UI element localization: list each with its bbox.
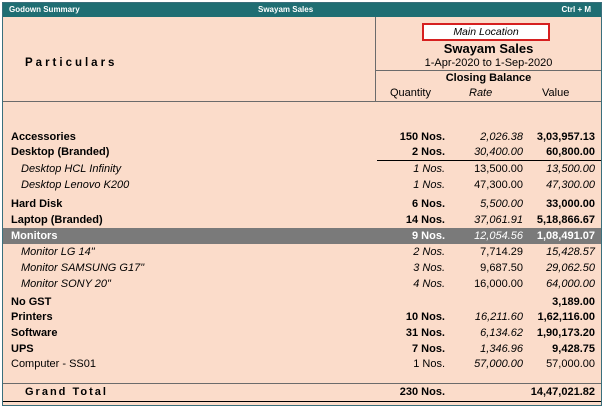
grand-total-bottom-border [3, 401, 601, 402]
particulars-header [3, 17, 375, 101]
row-qty: 2 Nos. [411, 146, 445, 158]
row-name: Computer - SS01 [11, 358, 96, 370]
row-value: 5,18,866.67 [536, 214, 595, 226]
row-name: Software [11, 327, 58, 339]
godown-summary-window [2, 2, 602, 406]
row-name: UPS [11, 343, 34, 355]
row-rate: 13,500.00 [474, 163, 523, 175]
row-qty: 14 Nos. [405, 214, 445, 226]
row-name: No GST [11, 296, 52, 308]
row-value: 1,08,491.07 [536, 230, 595, 242]
row-rate: 1,346.96 [480, 343, 523, 355]
row-value: 60,800.00 [546, 146, 595, 158]
row-value: 3,189.00 [552, 296, 595, 308]
particulars-label: Particulars [25, 57, 118, 69]
title-bar [3, 3, 601, 17]
row-value: 13,500.00 [546, 163, 595, 175]
grand-total-value: 14,47,021.82 [530, 386, 595, 398]
row-rate: 16,000.00 [474, 278, 523, 290]
table-row[interactable] [3, 144, 601, 160]
table-row[interactable] [3, 309, 601, 325]
row-name: Monitor SAMSUNG G17" [21, 262, 145, 274]
table-row[interactable] [3, 294, 601, 310]
row-rate: 30,400.00 [474, 146, 523, 158]
grand-total-row [3, 384, 601, 400]
row-name: Monitors [11, 230, 58, 242]
row-rate: 57,000.00 [474, 358, 523, 370]
row-qty: 1 Nos. [413, 163, 445, 175]
row-qty: 150 Nos. [399, 131, 445, 143]
shortcut-hint: Ctrl + M [561, 5, 591, 14]
row-value: 1,62,116.00 [537, 311, 595, 323]
row-name: Monitor SONY 20" [21, 278, 111, 290]
company-name: Swayam Sales [443, 41, 534, 56]
table-row-selected[interactable] [3, 228, 601, 244]
header-divider [376, 70, 601, 71]
row-rate: 2,026.38 [480, 131, 523, 143]
row-value: 1,90,173.20 [536, 327, 595, 339]
row-qty: 2 Nos. [413, 246, 445, 258]
rate-column-header: Rate [469, 87, 493, 99]
row-rate: 5,500.00 [480, 198, 523, 210]
table-row[interactable] [3, 341, 601, 357]
row-name: Accessories [11, 131, 76, 143]
row-value: 57,000.00 [546, 358, 595, 370]
table-row[interactable] [3, 212, 601, 228]
period-label[interactable]: 1-Apr-2020 to 1-Sep-2020 [424, 57, 553, 69]
row-qty: 31 Nos. [405, 327, 445, 339]
row-qty: 1 Nos. [413, 358, 445, 370]
row-qty: 4 Nos. [413, 278, 445, 290]
row-qty: 10 Nos. [405, 311, 445, 323]
row-rate: 37,061.91 [474, 214, 523, 226]
row-rate: 16,211.60 [474, 311, 523, 323]
row-value: 64,000.00 [546, 278, 595, 290]
header-bottom-border [3, 101, 601, 102]
row-qty: 6 Nos. [411, 198, 445, 210]
row-value: 3,03,957.13 [536, 131, 595, 143]
row-rate: 47,300.00 [474, 179, 523, 191]
table-row[interactable] [3, 276, 601, 292]
table-row[interactable] [3, 325, 601, 341]
row-rate: 12,054.56 [474, 230, 523, 242]
row-value: 47,300.00 [546, 179, 595, 191]
closing-balance-label: Closing Balance [445, 72, 532, 84]
row-rate: 7,714.29 [480, 246, 523, 258]
row-name: Desktop HCL Infinity [21, 163, 122, 175]
row-qty: 9 Nos. [411, 230, 445, 242]
location-selector[interactable]: Main Location [422, 23, 550, 41]
row-name: Desktop Lenovo K200 [21, 179, 130, 191]
row-value: 29,062.50 [546, 262, 595, 274]
period-header [376, 17, 601, 101]
row-value: 33,000.00 [546, 198, 595, 210]
row-name: Hard Disk [11, 198, 63, 210]
row-qty: 3 Nos. [413, 262, 445, 274]
table-row[interactable] [3, 356, 601, 372]
table-row[interactable] [3, 177, 601, 193]
row-qty: 1 Nos. [413, 179, 445, 191]
table-row[interactable] [3, 260, 601, 276]
table-row[interactable] [3, 244, 601, 260]
row-value: 9,428.75 [552, 343, 595, 355]
row-name: Printers [11, 311, 53, 323]
row-rate: 6,134.62 [480, 327, 523, 339]
table-row[interactable] [3, 129, 601, 145]
row-value: 15,428.57 [546, 246, 595, 258]
table-row[interactable] [3, 161, 601, 177]
row-name: Laptop (Branded) [11, 214, 103, 226]
company-title: Swayam Sales [258, 5, 314, 14]
grand-total-qty: 230 Nos. [399, 386, 445, 398]
grand-total-label: Grand Total [25, 386, 108, 398]
report-title: Godown Summary [9, 5, 80, 14]
row-rate: 9,687.50 [480, 262, 523, 274]
table-row[interactable] [3, 196, 601, 212]
row-name: Desktop (Branded) [11, 146, 110, 158]
quantity-column-header: Quantity [390, 87, 431, 99]
row-name: Monitor LG 14" [21, 246, 95, 258]
row-qty: 7 Nos. [411, 343, 445, 355]
value-column-header: Value [542, 87, 570, 99]
